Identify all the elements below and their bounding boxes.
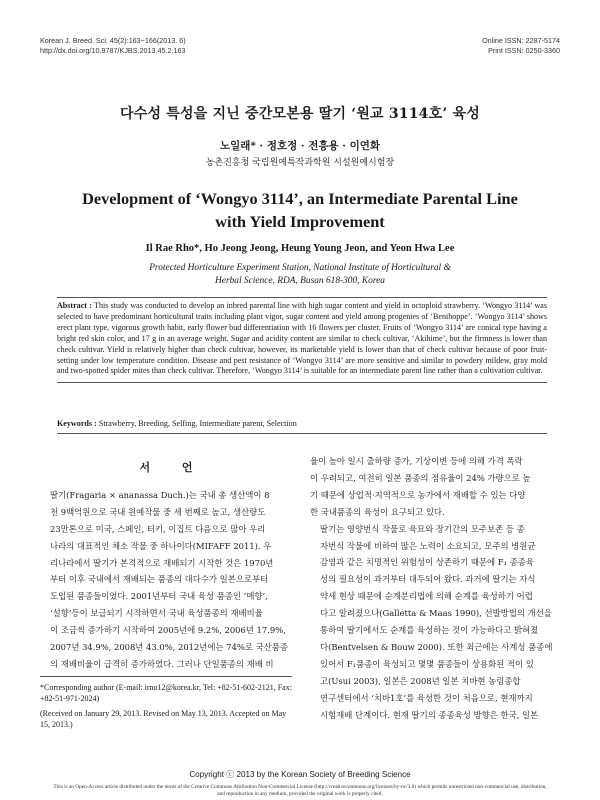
received-dates: (Received on January 29, 2013. Revised on May 13, 2013. Accepted on May 15, 2013.)	[40, 708, 287, 729]
english-title	[60, 187, 540, 233]
body-line: 이 우려되고, 여전히 일본 품종의 점유율이 24% 가량으로 높	[310, 472, 531, 483]
abstract-text: This study was conducted to develop an inbred parental line with high sugar content and yield in octoploid strawberry. ‘Wongyo 3114’ was selected to have predominant horticultural traits including plant vigor, sugar content and yield among progenies of ‘Benihoppe’. ‘Wongyo 3114’ shows erect plant type, vigorous growth habit, early flower bud differentiation with 16 flowers per cluster. Fruits of ‘Wongyo 3114’ are conical type having a bright red skin color, and 17 g in an average weight. Sugar and acidity content are similar to check cultivar, ‘Akihime’, but the firmness is lower than check cultivar. Yield is relatively higher than check cultivar, however, its marketable yield is lower than that of check cultivar because of poor fruit-setting under low temperature condition. Disease and pest resistance of ‘Wongyo 3114’ are more sensitive and similar to powdery mildew, gray mold and two-spotted spider mites than check cultivar. Therefore, ‘Wongyo 3114’ is suitable for an intermediate parent line rather than a cultivation cultivar.	[57, 301, 547, 376]
print-issn: Print ISSN: 0250-3360	[488, 46, 560, 55]
english-title-line-1: Development of ‘Wongyo 3114’, an Intermediate Parental Line	[82, 189, 518, 208]
body-line: 있어서 F₁품종이 육성되고 몇몇 품종들이 상용화된 적이 있	[320, 658, 534, 669]
body-line: 기 때문에 상업적·지역적으로 농가에서 재배할 수 있는 다양	[310, 489, 526, 500]
body-line: 리나라에서 딸기가 본격적으로 재배되기 시작한 것은 1970년	[50, 557, 274, 568]
body-line: 고(Usui 2003), 일본은 2008년 일본 치바현 농림종합	[320, 675, 521, 686]
issn-header	[482, 36, 560, 56]
body-line: 나라의 대표적인 채소 작물 중 하나이다(MIFAFF 2011). 우	[50, 540, 272, 551]
english-affiliation-line-1: Protected Horticulture Experiment Station, National Institute of Horticultural &	[149, 263, 451, 273]
body-line: 23만톤으로 미국, 스페인, 터키, 이집트 다음으로 많아 우리	[50, 523, 266, 534]
keywords-label: Keywords :	[57, 419, 97, 428]
body-line: 이 조금씩 증가하기 시작하여 2005년에 9.2%, 2006년 17.9%,	[50, 625, 286, 636]
body-line: 감염과 같은 치명적인 위험성이 상존하기 때문에 F₁ 종종육	[320, 557, 534, 568]
body-line: 다(Bentvelsen & Bouw 2000). 또한 최근에는 사계성 품종에	[320, 641, 553, 652]
english-authors: Il Rae Rho*, Ho Jeong Jeong, Heung Young Jeon, and Yeon Hwa Lee	[145, 243, 455, 254]
intro-paragraph-1-continued	[310, 453, 562, 521]
english-affiliation-line-2: Herbal Science, RDA, Busan 618-300, Korea	[215, 276, 385, 286]
english-title-line-2: with Yield Improvement	[215, 212, 385, 231]
corresponding-author: *Corresponding author (E-mail: irno12@korea.kr, Tel: +82-51-602-2121, Fax: +82-51-971-2024)	[40, 683, 292, 704]
body-line: 시험재배 단계이다. 현재 딸기의 종종육성 방향은 한국, 일본	[320, 709, 539, 720]
korean-affiliation: 농촌진흥청 국립원예특작과학원 시설원예시험장	[205, 158, 395, 168]
body-line: 통하여 딸기에서도 순계를 육성하는 것이 가능하다고 밝혀졌	[320, 625, 539, 636]
body-line: 도입된 품종들이었다. 2001년부터 국내 육성 품종인 ‘매향’,	[50, 591, 268, 602]
body-line: 연구센터에서 ‘치바1호’를 육성한 것이 처음으로, 현재까지	[320, 692, 533, 703]
journal-header	[40, 36, 186, 56]
keywords-text: Strawberry, Breeding, Selfing, Intermediate parent, Selection	[98, 419, 297, 428]
abstract	[57, 297, 547, 383]
body-line: 율이 높아 일시 출하량 증가, 기상이변 등에 의해 가격 폭락	[310, 456, 523, 466]
body-line: 자번식 작물에 비하여 많은 노력이 소요되고, 모주의 병원균	[320, 540, 536, 551]
abstract-label: Abstract :	[57, 301, 92, 310]
body-line: 천 9백억원으로 국내 원예작물 중 세 번째로 높고, 생산량도	[50, 506, 266, 517]
footnote	[40, 676, 292, 733]
body-line: 부터 이후 국내에서 재배되는 품종의 대다수가 일본으로부터	[50, 574, 269, 585]
body-line: 성의 필요성이 과거부터 대두되어 왔다. 과거에 딸기는 자식	[320, 574, 536, 585]
journal-citation: Korean J. Breed. Sci. 45(2):163~166(2013. 6)	[40, 36, 186, 45]
right-column	[310, 453, 562, 724]
copyright: Copyright ⓒ 2013 by the Korean Society of Breeding Science	[189, 770, 411, 779]
online-issn: Online ISSN: 2287-5174	[482, 36, 560, 45]
body-line: 약세 현상 때문에 순계분리법에 의해 순계를 육성하기 어렵	[320, 591, 533, 602]
section-heading: 서 언	[139, 461, 207, 474]
body-line: ‘설향’등이 보급되기 시작하면서 국내 육성품종의 재배비율	[50, 608, 263, 619]
keywords	[57, 419, 547, 434]
intro-paragraph-2	[310, 521, 562, 724]
body-line: 2007년 34.9%, 2008년 43.0%, 2012년에는 74%로 국산품종	[50, 642, 288, 653]
body-line: 의 재배비율이 급격히 증가하였다. 그러나 단일품종의 재배 비	[50, 658, 274, 669]
body-line: 딸기(Fragaria × ananassa Duch.)는 국내 총 생산액이 8	[50, 489, 270, 500]
intro-paragraph-1	[40, 487, 292, 673]
english-affiliation	[80, 262, 520, 288]
body-line: 다고 알려졌으나(Galletta & Maas 1990), 선발방법의 개선을	[320, 608, 552, 619]
license-notice: This is an Open-Access article distributed under the terms of the Creative Commons Attribution Non-Commercial License (http://creativecommons.org/licenses/by-nc/3.0) which permits unrestricted non-commercial use, distribution, and reproduction in any medium, provided the original work is properly cited.	[53, 784, 547, 797]
doi-link[interactable]: http://dx.doi.org/10.9787/KJBS.2013.45.2.163	[40, 46, 186, 55]
body-line: 한 국내품종의 육성이 요구되고 있다.	[310, 506, 445, 517]
body-line: 딸기는 영양번식 작물로 육묘와 장기간의 모주보존 등 종	[320, 523, 525, 534]
korean-title: 다수성 특성을 지닌 중간모본용 딸기 ‘원교 3114호’ 육성	[120, 106, 480, 122]
korean-authors: 노일래* · 정호정 · 전흥용 · 이연화	[219, 140, 381, 152]
left-column	[40, 460, 292, 673]
